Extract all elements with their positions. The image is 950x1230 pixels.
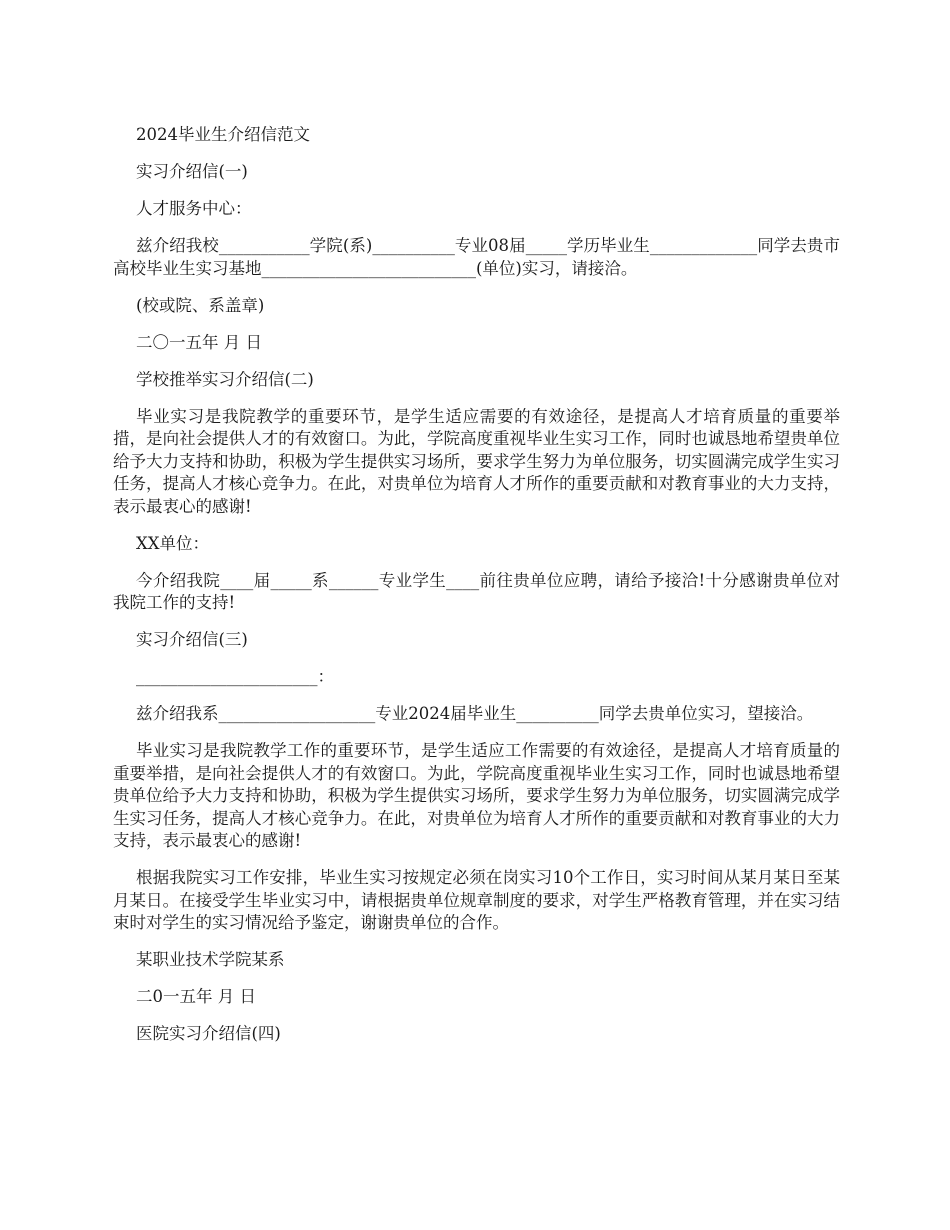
document-body: [113, 124, 840, 1046]
salutation-1: 人才服务中心：: [136, 199, 252, 218]
salutation-2: XX单位：: [136, 533, 209, 553]
letter-body-4: 兹介绍我系___________________专业2024届毕业生__________同学去贵单位实习，望接洽。: [136, 704, 814, 723]
letter-body-5: 毕业实习是我院教学工作的重要环节，是学生适应工作需要的有效途径，是提高人才培育质量的重要举措，是向社会提供人才的有效窗口。为此，学院高度重视毕业生实习工作，同时也诚恳地希望贵单位给予大力支持和协助，积极为学生提供实习场所，要求学生努力为单位服务，切实圆满完成学生实习任务，提高人才核心竞争力。在此，对贵单位为培育人才所作的重要贡献和对教育事业的大力支持，表示最衷心的感谢!: [113, 741, 840, 850]
letter-body-6: 根据我院实习工作安排，毕业生实习按规定必须在岗实习10个工作日，实习时间从某月某日至某月某日。在接受学生毕业实习中，请根据贵单位规章制度的要求，对学生严格教育管理，并在实习结束时对学生的实习情况给予鉴定，谢谢贵单位的合作。: [113, 868, 840, 932]
letter-body-1: 兹介绍我校___________学院(系)__________专业08届_____学历毕业生_____________同学去贵市高校毕业生实习基地__________________________(单位)实习，请接洽。: [113, 236, 840, 278]
section-heading-1: 实习介绍信(一): [136, 162, 248, 181]
date-line-1: 二〇一五年 月 日: [136, 332, 262, 352]
letter-body-2: 毕业实习是我院教学的重要环节，是学生适应需要的有效途径，是提高人才培育质量的重要举措，是向社会提供人才的有效窗口。为此，学院高度重视毕业生实习工作，同时也诚恳地希望贵单位给予大力支持和协助，积极为学生提供实习场所，要求学生努力为单位服务，切实圆满完成学生实习任务，提高人才核心竞争力。在此，对贵单位为培育人才所作的重要贡献和对教育事业的大力支持，表示最衷心的感谢!: [113, 406, 840, 516]
document-title: 2024毕业生介绍信范文: [136, 125, 310, 144]
salutation-blank: ______________________：: [136, 667, 334, 686]
section-heading-4: 医院实习介绍信(四): [136, 1024, 281, 1043]
date-line-2: 二0一五年 月 日: [136, 987, 256, 1006]
letter-body-3: 今介绍我院____届_____系______专业学生____前往贵单位应聘，请给予接洽!十分感谢贵单位对我院工作的支持!: [113, 570, 840, 612]
signature-line: 某职业技术学院某系: [136, 950, 285, 969]
seal-note: (校或院、系盖章): [136, 295, 265, 315]
section-heading-3: 实习介绍信(三): [136, 630, 248, 649]
section-heading-2: 学校推举实习介绍信(二): [136, 369, 314, 389]
